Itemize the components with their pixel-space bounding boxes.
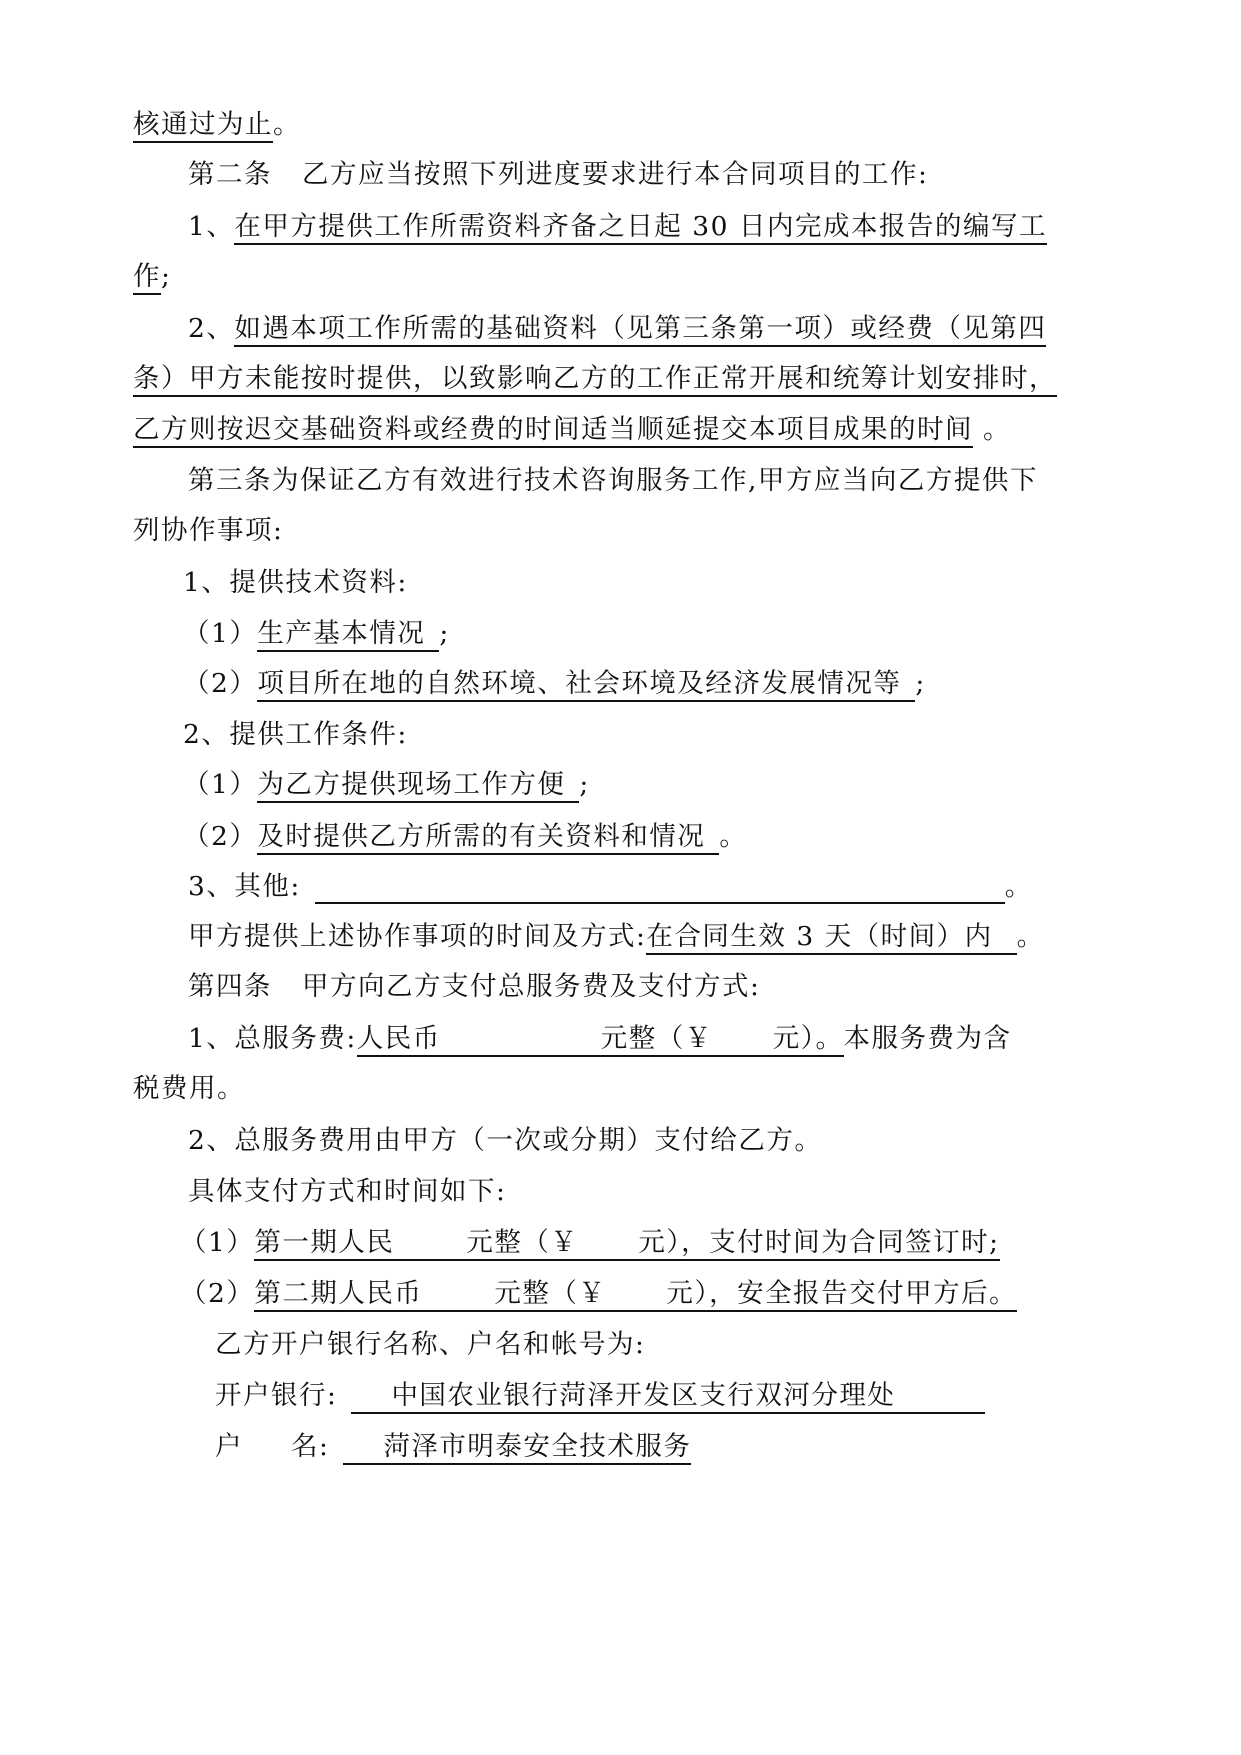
account-value: 菏泽市明泰安全技术服务 [343,1431,691,1465]
item-text: 税费用。 [133,1073,245,1104]
article-4-heading [188,970,760,1004]
article-3-item-3 [188,870,1033,904]
punctuation: ; [579,769,590,800]
underlined-payment: 第二期人民币 元整（￥ 元），安全报告交付甲方后。 [254,1278,1017,1312]
item-label: 1、提供技术资料: [183,567,408,598]
item-number: （1） [183,618,258,649]
article-4-item-1 [188,1022,1012,1056]
payment-phase-2 [180,1277,1017,1311]
item-text: 2、总服务费用由甲方（一次或分期）支付给乙方。 [188,1125,823,1156]
bank-label: 开户银行: [215,1380,338,1411]
article-3-item-2-2 [183,820,747,854]
article-number: 第二条 [188,159,272,190]
article-3-heading [188,464,1038,498]
item-label: 1、总服务费: [188,1023,357,1054]
item-text: 具体支付方式和时间如下: [188,1176,507,1207]
payment-detail-intro [188,1175,506,1209]
underlined-text: 核通过为止 [133,109,273,143]
item-text: 本服务费为含 [843,1023,1012,1054]
article-3-item-2-1 [183,768,590,802]
punctuation: 。 [719,821,748,852]
punctuation: 。 [983,414,1011,445]
article-3-time [188,920,1045,954]
item-number: 1、 [188,211,235,242]
underlined-text: 项目所在地的自然环境、社会环境及经济发展情况等 [257,668,915,702]
item-number: （2） [180,1278,255,1309]
article-text: 甲方向乙方支付总服务费及支付方式: [302,971,761,1002]
punctuation: 。 [1004,871,1033,902]
item-number: （1） [183,769,258,800]
underlined-text: 如遇本项工作所需的基础资料（见第三条第一项）或经费（见第四 [234,313,1046,347]
underlined-text: 作 [133,261,161,295]
account-label-a: 户 [215,1431,243,1462]
underlined-text: 条）甲方未能按时提供，以致影响乙方的工作正常开展和统筹计划安排时， [133,363,1057,397]
article-2-item-1-cont [133,260,171,294]
item-number: （2） [183,668,258,699]
article-2-item-1 [188,210,1047,244]
article-3-item-1-2 [183,667,926,701]
underlined-text: 乙方则按迟交基础资料或经费的时间适当顺延提交本项目成果的时间 [133,414,973,448]
item-number: （2） [183,821,258,852]
article-number: 第四条 [188,971,272,1002]
article-text: 列协作事项: [133,515,284,546]
article-2-heading [188,158,928,192]
item-text: 乙方开户银行名称、户名和帐号为: [215,1329,646,1360]
bank-intro [215,1328,645,1362]
punctuation: 。 [1016,921,1045,952]
article-3-item-1 [183,566,408,600]
item-number: 2、 [188,313,235,344]
paragraph-continuation [133,108,301,142]
article-2-item-2-line-2 [133,362,1057,396]
article-2-item-2 [188,312,1046,346]
article-text: 乙方应当按照下列进度要求进行本合同项目的工作: [302,159,929,190]
underlined-text: 在合同生效 3 天（时间）内 [646,921,1016,955]
underlined-payment: 第一期人民 元整（￥ 元），支付时间为合同签订时; [254,1227,999,1261]
underlined-amount: 人民币 元整（￥ 元）。 [357,1023,844,1057]
item-number: （1） [180,1227,255,1258]
underlined-text: 生产基本情况 [257,618,439,652]
account-name-row [215,1430,691,1464]
article-3-item-2 [183,718,408,752]
punctuation: ; [161,261,172,292]
punctuation: ; [439,618,450,649]
article-3-item-1-1 [183,617,450,651]
article-4-item-2 [188,1124,822,1158]
underlined-text: 在甲方提供工作所需资料齐备之日起 30 日内完成本报告的编写工 [234,211,1047,245]
item-label: 甲方提供上述协作事项的时间及方式: [188,921,647,952]
underlined-text: 及时提供乙方所需的有关资料和情况 [257,821,719,855]
article-2-item-2-line-3 [133,413,1011,447]
account-label-b: 名: [291,1431,330,1462]
payment-phase-1 [180,1226,1000,1260]
blank-line [315,872,1005,904]
punctuation: 。 [273,109,301,140]
item-label: 3、其他: [188,871,301,902]
punctuation: ; [915,668,926,699]
bank-value: 中国农业银行菏泽开发区支行双河分理处 [351,1380,985,1414]
article-text: 第三条为保证乙方有效进行技术咨询服务工作,甲方应当向乙方提供下 [188,465,1038,496]
bank-name-row [215,1379,985,1413]
item-label: 2、提供工作条件: [183,719,408,750]
article-4-item-1-cont [133,1072,245,1106]
article-3-heading-cont [133,514,283,548]
underlined-text: 为乙方提供现场工作方便 [257,769,579,803]
